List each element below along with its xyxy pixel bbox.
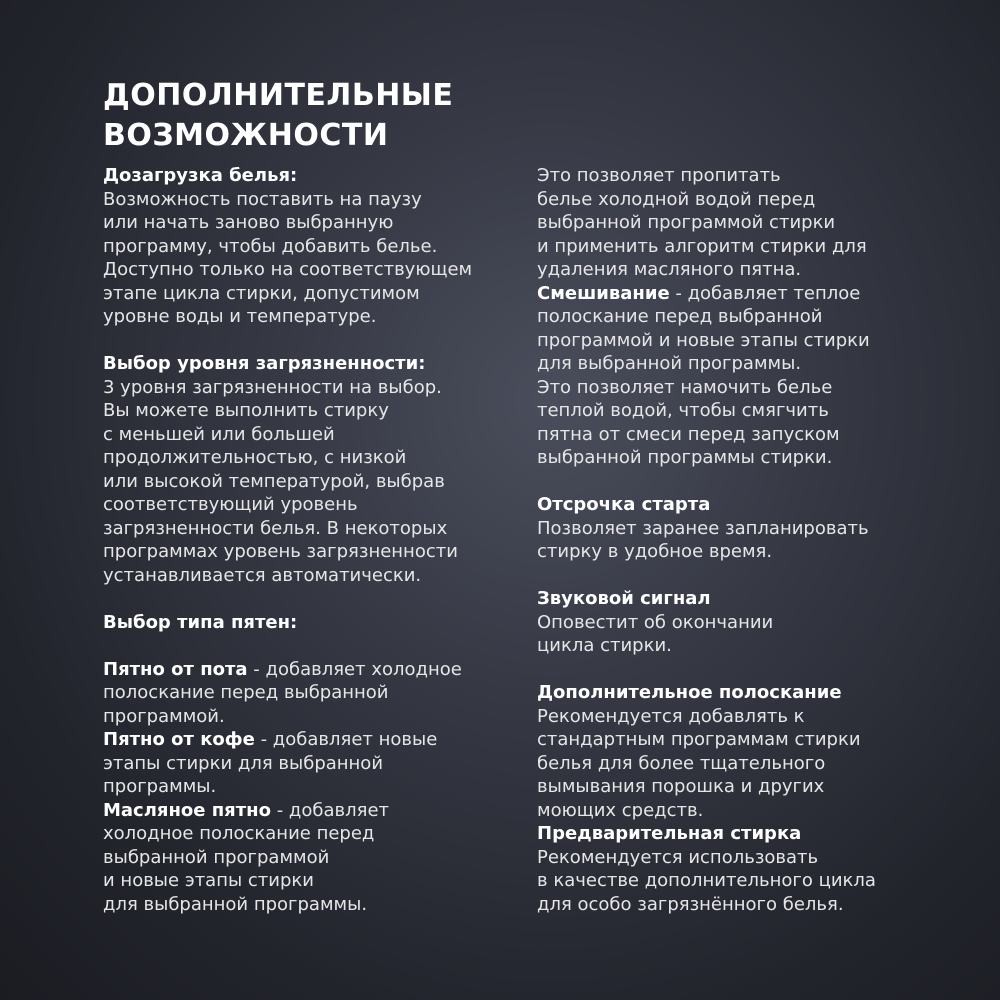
page-title-line-2: ВОЗМОЖНОСТИ <box>103 118 389 153</box>
section-heading: Выбор типа пятен: <box>103 611 298 633</box>
section-sound-signal <box>537 587 977 658</box>
text-line: этапы стирки для выбранной <box>103 752 384 774</box>
text-line: Позволяет заранее запланировать <box>537 517 869 539</box>
spacer <box>537 658 977 682</box>
text-line: 3 уровня загрязненности на выбор. <box>103 376 442 398</box>
text-line: выбранной программы стирки. <box>537 447 833 468</box>
text-line: с меньшей или большей <box>103 423 335 445</box>
text-line: Оповестит об окончании <box>537 611 774 633</box>
section-heading: Звуковой сигнал <box>537 588 711 609</box>
section-oil-stain-continued <box>537 164 977 470</box>
text-line: устанавливается автоматически. <box>103 564 422 586</box>
section-heading: Предварительная стирка <box>537 823 802 844</box>
text-line: Вы можете выполнить стирку <box>103 400 389 421</box>
text-line: удаления масляного пятна. <box>537 259 802 280</box>
text-line: для особо загрязнённого белья. <box>537 893 844 915</box>
text-line: полоскание перед выбранной <box>537 306 823 327</box>
spacer <box>103 587 513 611</box>
text-line: программу, чтобы добавить белье. <box>103 235 438 257</box>
text-line: холодное полоскание перед <box>103 823 375 844</box>
text-line: моющих средств. <box>537 799 704 821</box>
section-soil-level <box>103 352 513 587</box>
text-line: полоскание перед выбранной <box>103 682 389 703</box>
stain-oil-label: Масляное пятно <box>103 799 271 821</box>
text-line: выбранной программой <box>103 846 330 868</box>
section-delay-start <box>537 493 977 564</box>
text-line: Рекомендуется использовать <box>537 846 819 868</box>
stain-oil-desc: - добавляет <box>270 799 390 821</box>
spacer <box>537 564 977 588</box>
stain-sweat-desc: - добавляет холодное <box>247 658 462 680</box>
section-stain-type <box>103 611 513 635</box>
text-line <box>103 728 513 752</box>
section-reload-laundry <box>103 164 513 329</box>
text-line: уровне воды и температуре. <box>103 306 377 327</box>
text-line <box>103 658 513 682</box>
text-line: продолжительностью, с низкой <box>103 447 407 468</box>
text-line: или начать заново выбранную <box>103 212 394 233</box>
text-line: или высокой температурой, выбрав <box>103 470 445 492</box>
text-line: и новые этапы стирки <box>103 870 314 891</box>
section-prewash <box>537 822 977 916</box>
text-line: этапе цикла стирки, допустимом <box>103 282 420 304</box>
text-line <box>537 282 977 306</box>
section-heading: Выбор уровня загрязненности: <box>103 353 426 374</box>
text-line: стандартным программам стирки <box>537 729 861 750</box>
section-stain-options <box>103 658 513 917</box>
text-line: стирку в удобное время. <box>537 541 773 562</box>
text-line <box>103 799 513 823</box>
text-line: соответствующий уровень <box>103 494 358 515</box>
section-extra-rinse <box>537 681 977 822</box>
page-title <box>103 76 453 156</box>
spacer <box>103 634 513 658</box>
spacer <box>537 470 977 494</box>
text-line: программах уровень загрязненности <box>103 541 458 562</box>
text-line: Доступно только на соответствующем <box>103 259 473 280</box>
text-line: Возможность поставить на паузу <box>103 188 422 210</box>
text-line: белье холодной водой перед <box>537 188 816 210</box>
stain-coffee-desc: - добавляет новые <box>254 729 438 750</box>
page-title-line-1: ДОПОЛНИТЕЛЬНЫЕ <box>103 78 454 113</box>
section-heading: Дополнительное полоскание <box>537 682 842 703</box>
stain-sweat-label: Пятно от пота <box>103 658 248 680</box>
text-line: и применить алгоритм стирки для <box>537 235 867 257</box>
text-line: для выбранной программы. <box>103 893 368 915</box>
text-line: Это позволяет намочить белье <box>537 376 833 398</box>
text-line: загрязненности белья. В некоторых <box>103 517 448 539</box>
text-line: Рекомендуется добавлять к <box>537 705 805 727</box>
text-line: программой и новые этапы стирки <box>537 329 870 351</box>
stain-mixed-desc: - добавляет теплое <box>669 282 861 304</box>
stain-coffee-label: Пятно от кофе <box>103 729 255 750</box>
text-line: белья для более тщательного <box>537 752 826 774</box>
stain-mixed-label: Смешивание <box>537 282 670 304</box>
text-line: выбранной программой стирки <box>537 212 836 233</box>
text-line: в качестве дополнительного цикла <box>537 870 876 891</box>
text-line: программы. <box>103 776 217 797</box>
left-column <box>103 164 513 916</box>
text-line: теплой водой, чтобы смягчить <box>537 400 829 421</box>
text-line: вымывания порошка и других <box>537 776 825 797</box>
text-line: Это позволяет пропитать <box>537 165 781 186</box>
section-heading: Отсрочка старта <box>537 494 711 515</box>
right-column <box>537 164 977 916</box>
text-line: пятна от смеси перед запуском <box>537 423 840 445</box>
section-heading: Дозагрузка белья: <box>103 165 298 186</box>
spacer <box>103 329 513 353</box>
text-line: для выбранной программы. <box>537 353 802 374</box>
text-line: цикла стирки. <box>537 635 672 656</box>
text-line: программой. <box>103 705 225 727</box>
